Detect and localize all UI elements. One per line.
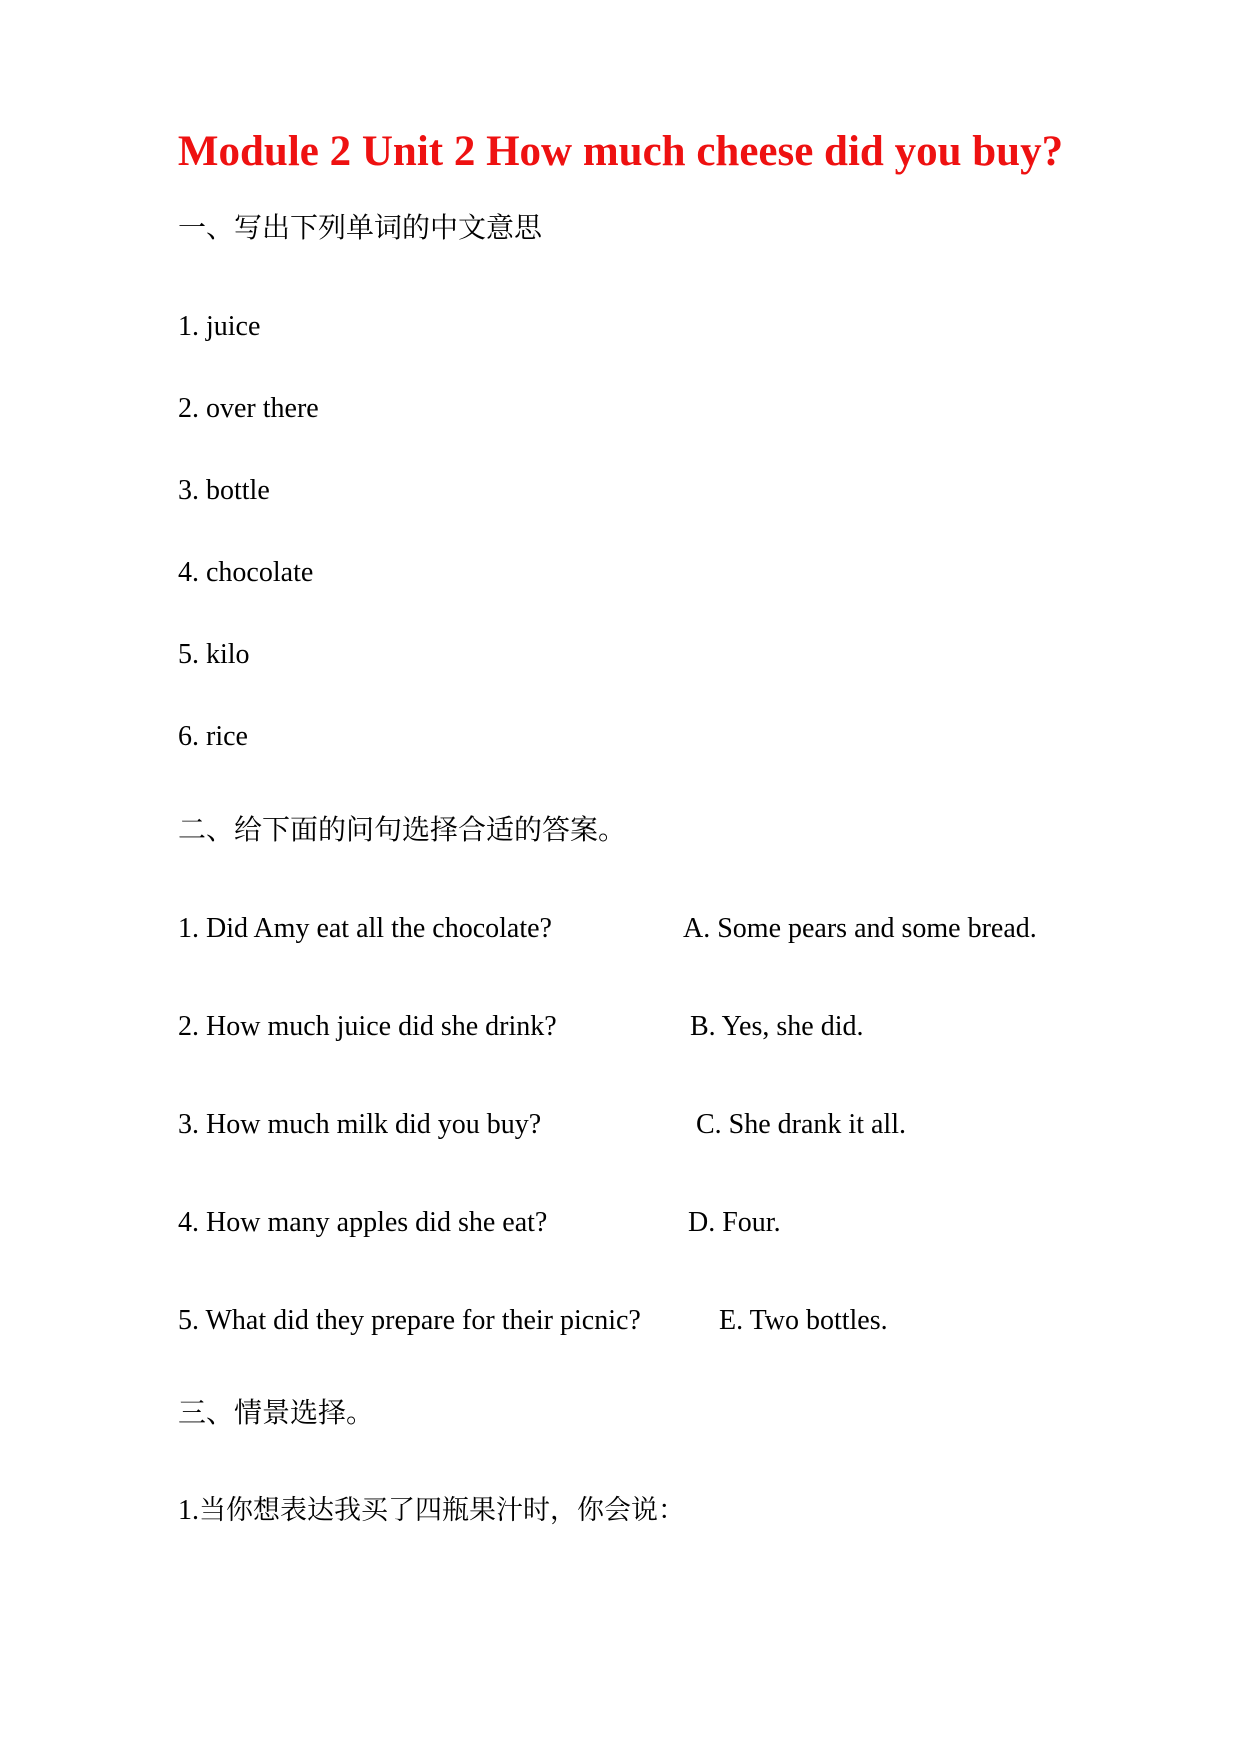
worksheet-title: Module 2 Unit 2 How much cheese did you buy? [177, 128, 1064, 175]
answer-b: B. Yes, she did. [690, 1011, 864, 1042]
question-2: 2. How much juice did she drink? [178, 1011, 557, 1042]
question-3: 3. How much milk did you buy? [178, 1109, 542, 1140]
scenario-question-1-text: 当你想表达我买了四瓶果汁时，你会说： [199, 1495, 685, 1526]
vocab-item-5: 5. kilo [178, 639, 250, 670]
answer-c: C. She drank it all. [696, 1109, 906, 1140]
vocab-item-4: 4. chocolate [178, 557, 314, 588]
question-4: 4. How many apples did she eat? [178, 1207, 548, 1238]
scenario-question-1-number: 1. [178, 1495, 199, 1526]
vocab-item-1: 1. juice [178, 311, 261, 342]
answer-d: D. Four. [688, 1207, 781, 1238]
question-1: 1. Did Amy eat all the chocolate? [178, 913, 552, 944]
section-2-heading: 二、给下面的问句选择合适的答案。 [178, 813, 627, 846]
vocab-item-2: 2. over there [178, 393, 319, 424]
section-3-heading: 三、情景选择。 [178, 1396, 375, 1429]
vocab-item-3: 3. bottle [178, 475, 270, 506]
question-5: 5. What did they prepare for their picnic? [178, 1305, 641, 1336]
scenario-question-1 [178, 1491, 685, 1531]
section-1-heading: 一、写出下列单词的中文意思 [178, 211, 543, 244]
answer-e: E. Two bottles. [719, 1305, 888, 1336]
answer-a: A. Some pears and some bread. [683, 913, 1037, 944]
vocab-item-6: 6. rice [178, 721, 248, 752]
